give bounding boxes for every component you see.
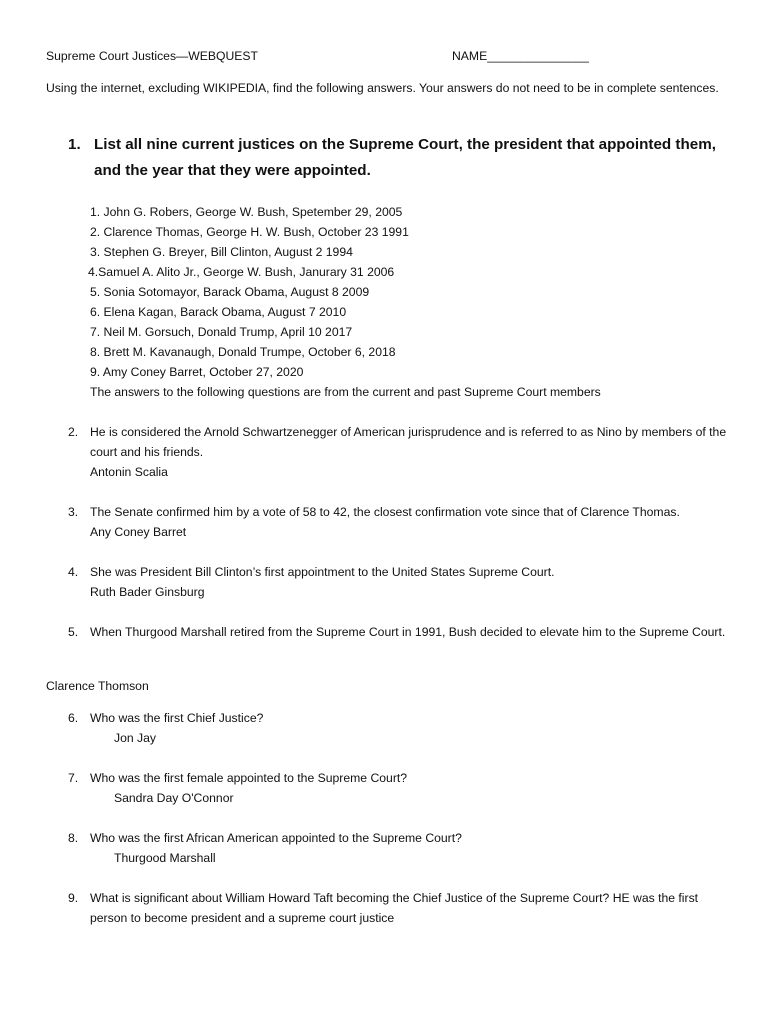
question-text: When Thurgood Marshall retired from the Supreme Court in 1991, Bush decided to elevate him to the Supreme Court. [90,625,726,639]
question-8-answer: Thurgood Marshall [114,851,216,865]
justice-answer-5: 5. Sonia Sotomayor, Barack Obama, August 8 2009 [90,285,370,299]
question-4-answer: Ruth Bader Ginsburg [90,585,205,599]
question-number: 7. [68,771,79,785]
justice-answer-3: 3. Stephen G. Breyer, Bill Clinton, August 2 1994 [90,245,353,259]
question-7-answer: Sandra Day O'Connor [114,791,234,805]
question-number: 2. [68,425,79,439]
justice-answer-6: 6. Elena Kagan, Barack Obama, August 7 2010 [90,305,347,319]
question-3-answer: Any Coney Barret [90,525,187,539]
justice-answer-7: 7. Neil M. Gorsuch, Donald Trump, April 10 2017 [90,325,353,339]
question-6-answer: Jon Jay [114,731,157,745]
question-text: Who was the first African American appointed to the Supreme Court? [90,831,462,845]
question-text: Who was the first female appointed to the Supreme Court? [90,771,408,785]
question-text: Who was the first Chief Justice? [90,711,264,725]
justice-answer-list [90,202,601,402]
question-number: 6. [68,711,79,725]
question-1-text: List all nine current justices on the Supreme Court, the president that appointed them, and the year that they were appointed. [94,136,716,179]
question-text: She was President Bill Clinton’s first appointment to the United States Supreme Court. [90,565,555,579]
justice-answer-9: 9. Amy Coney Barret, October 27, 2020 [90,365,304,379]
justice-answer-4: 4.Samuel A. Alito Jr., George W. Bush, Janurary 31 2006 [88,265,395,279]
question-number: 5. [68,625,79,639]
question-1-number: 1. [68,136,81,153]
question-5-answer: Clarence Thomson [46,679,149,693]
justice-answer-2: 2. Clarence Thomas, George H. W. Bush, October 23 1991 [90,225,409,239]
name-field-label: NAME_______________ [452,49,589,63]
question-number: 9. [68,891,79,905]
question-2-answer: Antonin Scalia [90,465,168,479]
worksheet-title: Supreme Court Justices—WEBQUEST [46,49,258,63]
question-number: 3. [68,505,79,519]
question-text: What is significant about William Howard Taft becoming the Chief Justice of the Supreme Court? HE was the first person to become president and a supreme court justice [90,891,699,925]
justice-answer-8: 8. Brett M. Kavanaugh, Donald Trumpe, October 6, 2018 [90,345,396,359]
justice-answer-1: 1. John G. Robers, George W. Bush, Spetember 29, 2005 [90,205,403,219]
question-number: 4. [68,565,79,579]
question-number: 8. [68,831,79,845]
question-text: The Senate confirmed him by a vote of 58 to 42, the closest confirmation vote since that of Clarence Thomas. [90,505,680,519]
transition-note: The answers to the following questions are from the current and past Supreme Court members [90,385,601,399]
instructions-text: Using the internet, excluding WIKIPEDIA, find the following answers. Your answers do not need to be in complete sentences. [46,81,719,95]
question-text: He is considered the Arnold Schwartzenegger of American jurisprudence and is referred to as Nino by members of the court and his friends. [90,425,727,459]
